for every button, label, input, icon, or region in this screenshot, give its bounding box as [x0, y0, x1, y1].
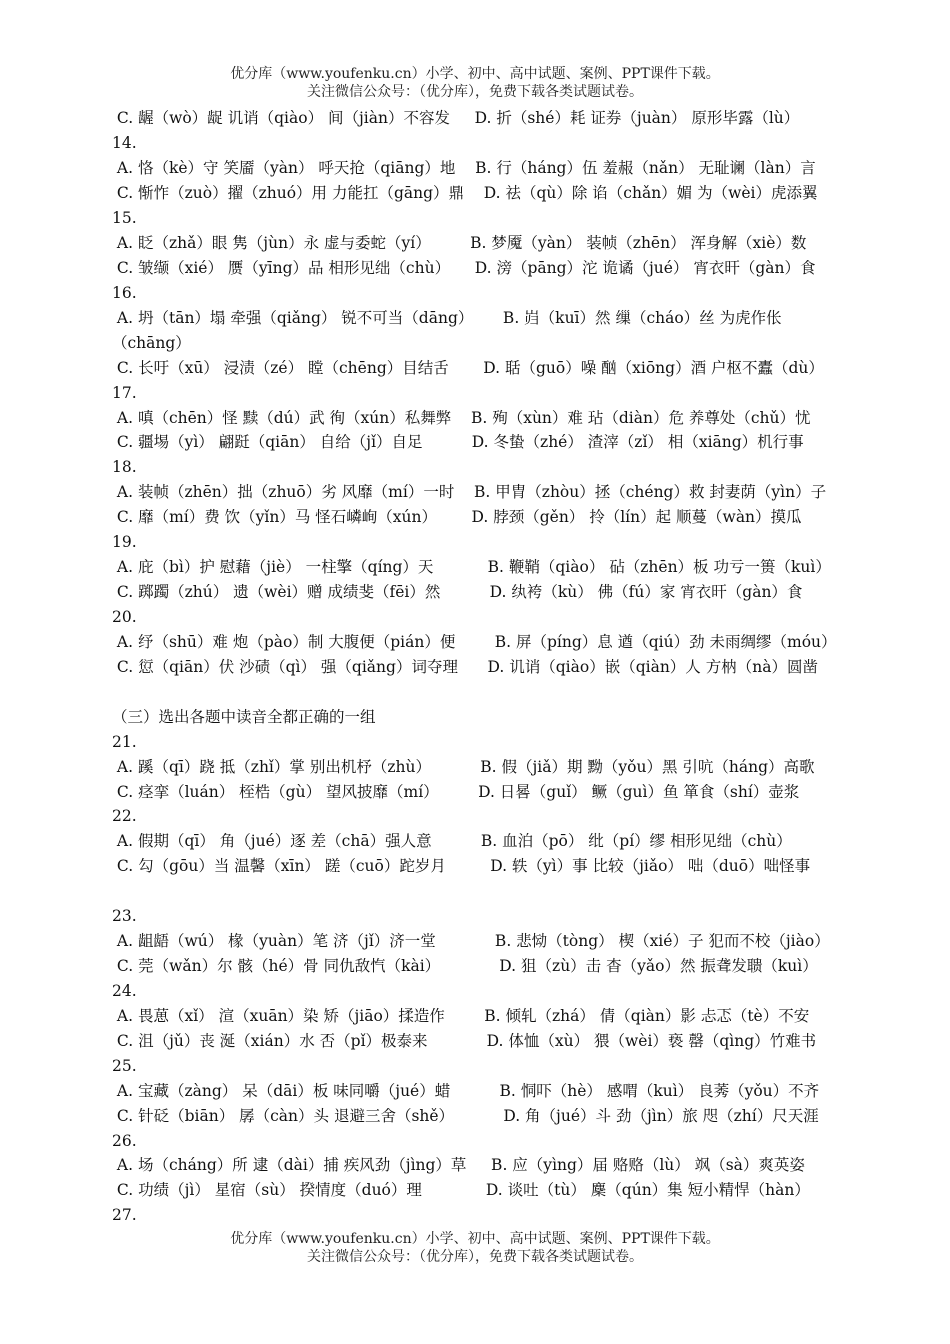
text-line: A. 装帧（zhēn）拙（zhuō）劣 风靡（mí）一时 B. 甲胄（zhòu）拯（chéng）救 封妻荫（yìn）子: [112, 483, 827, 501]
question-number: 24.: [112, 982, 137, 1000]
text-line: A. 龃龉（wú） 椽（yuàn）笔 济（jǐ）济一堂 B. 悲恸（tòng） 楔（xié）子 犯而不校（jiào）: [112, 932, 830, 950]
question-number: 23.: [112, 907, 137, 925]
text-line: A. 纾（shū）难 炮（pào）制 大腹便（pián）便 B. 屏（píng）息 遒（qiú）劲 未雨绸缪（móu）: [112, 633, 837, 651]
text-line: C. 莞（wǎn）尔 骸（hé）骨 同仇敌忾（kài） D. 狙（zù）击 杳（yǎo）然 振聋发聩（kuì）: [112, 957, 818, 975]
text-line: A. 眨（zhǎ）眼 隽（jùn）永 虚与委蛇（yí） B. 梦魇（yàn） 装帧（zhēn） 浑身解（xiè）数: [112, 234, 807, 252]
text-line: C. 龌（wò）龊 讥诮（qiào） 间（jiàn）不容发 D. 折（shé）耗 证券（juàn） 原形毕露（lù）: [112, 109, 800, 127]
question-number: 21.: [112, 733, 137, 751]
text-line: A. 坍（tān）塌 牵强（qiǎng） 锐不可当（dāng） B. 岿（kuī）然 缫（cháo）丝 为虎作伥: [112, 309, 782, 327]
text-line: C. 针砭（biān） 孱（càn）头 退避三舍（shě） D. 角（jué）斗 劲（jìn）旅 咫（zhí）尺天涯: [112, 1107, 819, 1125]
question-number: 16.: [112, 284, 137, 302]
question-number: 15.: [112, 209, 137, 227]
text-line: A. 恪（kè）守 笑靥（yàn） 呼天抢（qiāng）地 B. 行（háng）伍 羞赧（nǎn） 无耻谰（làn）言: [112, 159, 816, 177]
text-line: C. 沮（jǔ）丧 涎（xián）水 否（pǐ）极泰来 D. 体恤（xù） 猥（wèi）亵 罄（qìng）竹难书: [112, 1032, 817, 1050]
text-line: C. 愆（qiān）伏 沙碛（qì） 强（qiǎng）词夺理 D. 讥诮（qiào）嵌（qiàn）人 方枘（nà）圆凿: [112, 658, 818, 676]
footer-line-2: 关注微信公众号：（优分库），免费下载各类试题试卷。: [307, 1249, 643, 1265]
section-heading: （三）选出各题中读音全都正确的一组: [112, 708, 376, 726]
text-line: C. 惭怍（zuò）擢（zhuó）用 力能扛（gāng）鼎 D. 祛（qù）除 谄（chǎn）媚 为（wèi）虎添翼: [112, 184, 818, 202]
question-number: 20.: [112, 608, 137, 626]
text-line: （chāng）: [112, 334, 191, 352]
text-line: C. 痉挛（luán） 桎梏（gù） 望风披靡（mí） D. 日晷（guǐ） 鳜（guì）鱼 箪食（shí）壶浆: [112, 783, 800, 801]
header-line-1: 优分库（www.youfenku.cn）小学、初中、高中试题、案例、PPT课件下载。: [230, 66, 720, 82]
text-line: A. 庇（bì）护 慰藉（jiè） 一柱擎（qíng）天 B. 鞭鞘（qiào） 砧（zhēn）板 功亏一篑（kuì）: [112, 558, 831, 576]
question-number: 27.: [112, 1206, 137, 1224]
text-line: A. 嗔（chēn）怪 黩（dú）武 徇（xún）私舞弊 B. 殉（xùn）难 玷（diàn）危 养尊处（chǔ）忧: [112, 409, 811, 427]
question-number: 19.: [112, 533, 137, 551]
text-line: A. 假期（qī） 角（jué）逐 差（chā）强人意 B. 血泊（pō） 纰（pí）缪 相形见绌（chù）: [112, 832, 792, 850]
text-line: C. 踯躅（zhú） 遗（wèi）赠 成绩斐（fēi）然 D. 纨袴（kù） 佛（fú）家 宵衣旰（gàn）食: [112, 583, 803, 601]
question-number: 26.: [112, 1132, 137, 1150]
text-line: C. 功绩（jì） 星宿（sù） 揆情度（duó）理 D. 谈吐（tù） 麇（qún）集 短小精悍（hàn）: [112, 1181, 810, 1199]
text-line: C. 长吁（xū） 浸渍（zé） 瞠（chēng）目结舌 D. 聒（guō）噪 酗（xiōng）酒 户枢不蠹（dù）: [112, 359, 824, 377]
text-line: A. 蹊（qī）跷 抵（zhǐ）掌 别出机杼（zhù） B. 假（jiǎ）期 黝（yǒu）黑 引吭（háng）高歌: [112, 758, 815, 776]
text-line: C. 勾（gōu）当 温馨（xīn） 蹉（cuō）跎岁月 D. 轶（yì）事 比较（jiǎo） 咄（duō）咄怪事: [112, 857, 811, 875]
footer-line-1: 优分库（www.youfenku.cn）小学、初中、高中试题、案例、PPT课件下载。: [230, 1231, 720, 1247]
text-line: C. 疆埸（yì） 翩跹（qiān） 自给（jǐ）自足 D. 冬蛰（zhé） 渣滓（zǐ） 相（xiāng）机行事: [112, 433, 804, 451]
text-line: A. 畏葸（xǐ） 渲（xuān）染 矫（jiāo）揉造作 B. 倾轧（zhá） 倩（qiàn）影 忐忑（tè）不安: [112, 1007, 810, 1025]
question-number: 17.: [112, 384, 137, 402]
text-line: C. 靡（mí）费 饮（yǐn）马 怪石嶙峋（xún） D. 脖颈（gěn） 拎（lín）起 顺蔓（wàn）摸瓜: [112, 508, 802, 526]
text-line: A. 场（cháng）所 逮（dài）捕 疾风劲（jìng）草 B. 应（yìng）届 赂赂（lù） 飒（sà）爽英姿: [112, 1156, 805, 1174]
question-number: 22.: [112, 807, 137, 825]
header-line-2: 关注微信公众号：（优分库），免费下载各类试题试卷。: [307, 84, 643, 100]
text-line: C. 皱缬（xié） 赝（yīng）品 相形见绌（chù） D. 滂（pāng）沱 诡谲（jué） 宵衣旰（gàn）食: [112, 259, 816, 277]
text-line: A. 宝藏（zàng） 呆（dāi）板 味同嚼（jué）蜡 B. 恫吓（hè） 感喟（kuì） 良莠（yǒu）不齐: [112, 1082, 820, 1100]
question-number: 14.: [112, 134, 137, 152]
question-number: 18.: [112, 458, 137, 476]
question-number: 25.: [112, 1057, 137, 1075]
